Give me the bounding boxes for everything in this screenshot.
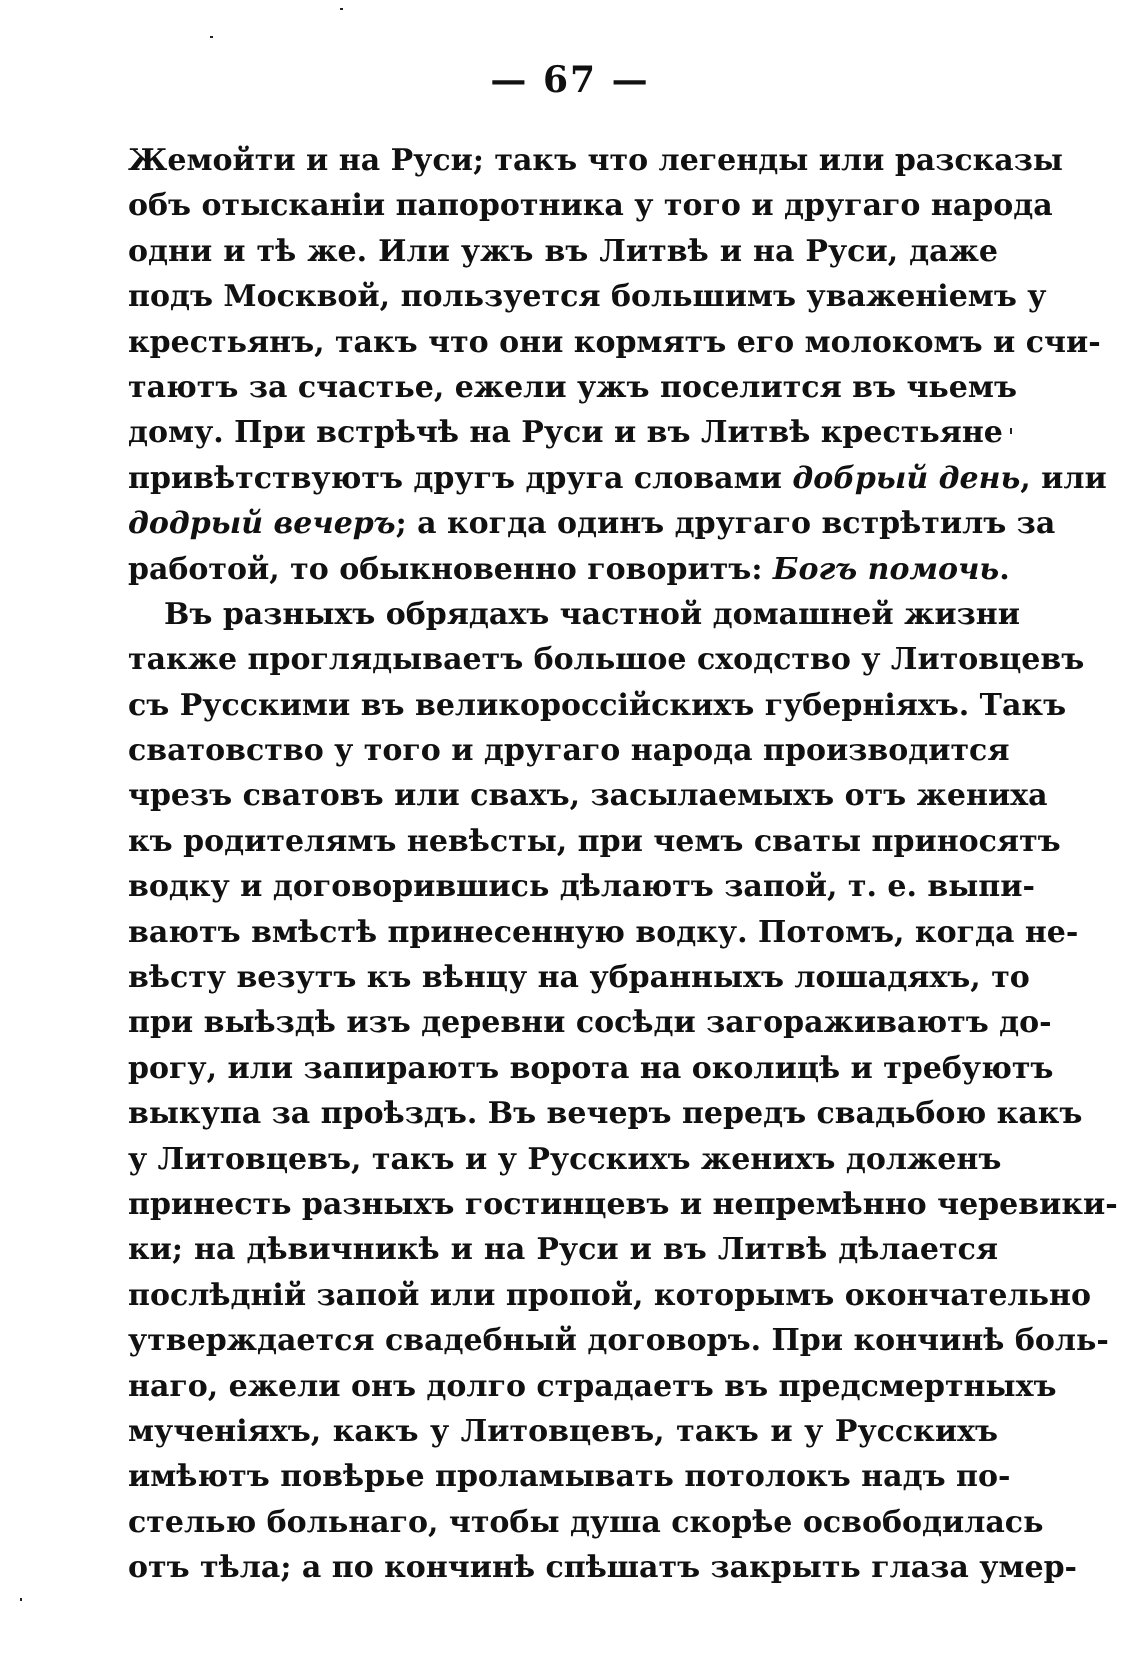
ink-speck	[20, 1598, 22, 1601]
page-number: — 67 —	[490, 59, 650, 101]
text-line: крестьянъ, такъ что они кормятъ его молокомъ и счи-	[128, 324, 1101, 360]
text-line: объ отысканіи папоротника у того и другаго народа	[128, 188, 1053, 224]
text-line: выкупа за проѣздъ. Въ вечеръ передъ свадьбою какъ	[128, 1096, 1083, 1132]
text-line: отъ тѣла; а по кончинѣ спѣшатъ закрыть глаза умер-	[128, 1550, 1077, 1586]
italic-phrase: добрый день	[792, 460, 1021, 496]
text-line: сватовство у того и другаго народа производится	[128, 733, 1010, 769]
body-text	[128, 138, 1118, 1591]
text-line: вѣсту везутъ къ вѣнцу на убранныхъ лошадяхъ, то	[128, 960, 1030, 996]
text-line: утверждается свадебный договоръ. При кончинѣ боль-	[128, 1323, 1109, 1359]
text-line: также проглядываетъ большое сходство у Литовцевъ	[128, 642, 1085, 678]
text-line: ваютъ вмѣстѣ принесенную водку. Потомъ, когда не-	[128, 914, 1079, 950]
italic-phrase: додрый вечеръ	[128, 506, 396, 542]
text-line: принесть разныхъ гостинцевъ и непремѣнно черевики-	[128, 1186, 1118, 1222]
text-line: послѣдній запой или пропой, которымъ окончательно	[128, 1277, 1091, 1313]
text-line: одни и тѣ же. Или ужъ въ Литвѣ и на Руси, даже	[128, 233, 998, 269]
text-line: стелью больнаго, чтобы душа скорѣе освободилась	[128, 1504, 1044, 1540]
text-line: таютъ за счастье, ежели ужъ поселится въ чьемъ	[128, 369, 1017, 405]
text-line: подъ Москвой, пользуется большимъ уваженіемъ у	[128, 279, 1047, 315]
text-line: съ Русскими въ великороссійскихъ губерніяхъ. Такъ	[128, 687, 1067, 723]
text-line: привѣтствуютъ другъ друга словами добрый день, или	[128, 460, 1107, 496]
paragraph-start-line: Въ разныхъ обрядахъ частной домашней жизни	[164, 596, 1020, 632]
text-line: дому. При встрѣчѣ на Руси и въ Литвѣ крестьяне	[128, 415, 1003, 451]
text-line: чрезъ сватовъ или свахъ, засылаемыхъ отъ жениха	[128, 778, 1048, 814]
text-line: имѣютъ повѣрье проламывать потолокъ надъ по-	[128, 1459, 1011, 1495]
ink-speck	[340, 8, 343, 10]
text-line: къ родителямъ невѣсты, при чемъ сваты приносятъ	[128, 823, 1061, 859]
ink-speck	[210, 36, 213, 38]
text-line: у Литовцевъ, такъ и у Русскихъ женихъ долженъ	[128, 1141, 1002, 1177]
text-line: рогу, или запираютъ ворота на околицѣ и требуютъ	[128, 1050, 1054, 1086]
italic-phrase: Богъ помочь	[772, 551, 1000, 587]
text-line: ки; на дѣвичникѣ и на Руси и въ Литвѣ дѣлается	[128, 1232, 998, 1268]
text-line: водку и договорившись дѣлаютъ запой, т. е. выпи-	[128, 869, 1035, 905]
text-line: наго, ежели онъ долго страдаетъ въ предсмертныхъ	[128, 1368, 1057, 1404]
text-line: додрый вечеръ; а когда одинъ другаго встрѣтилъ за	[128, 506, 1056, 542]
text-line: Жемойти и на Руси; такъ что легенды или разсказы	[128, 143, 1063, 178]
text-line: работой, то обыкновенно говоритъ: Богъ помочь.	[128, 551, 1010, 587]
text-line: мученіяхъ, какъ у Литовцевъ, такъ и у Русскихъ	[128, 1413, 998, 1449]
ink-speck	[1010, 428, 1012, 434]
text-line: при выѣздѣ изъ деревни сосѣди загораживаютъ до-	[128, 1005, 1052, 1041]
